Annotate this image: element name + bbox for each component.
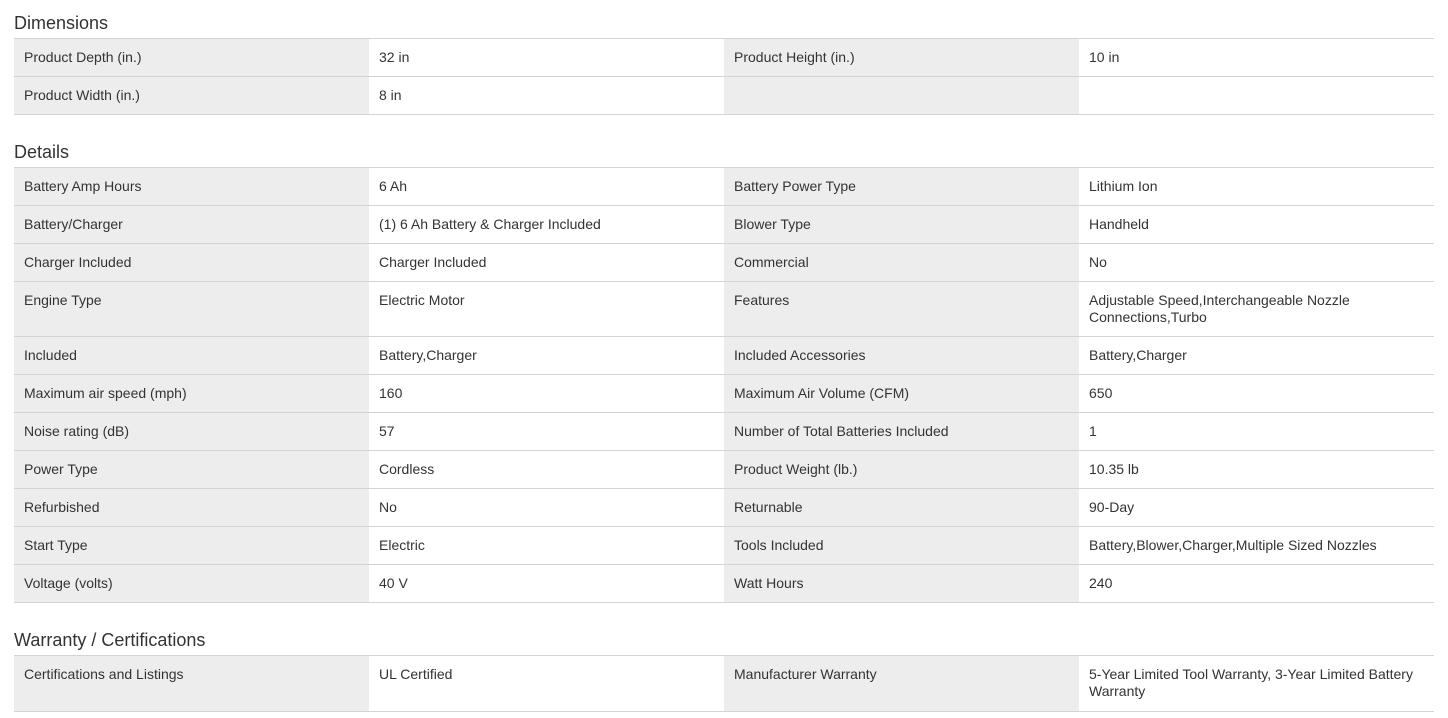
spec-value: 6 Ah: [369, 168, 724, 205]
spec-label: Maximum air speed (mph): [14, 375, 369, 412]
section-title-warranty: Warranty / Certifications: [14, 625, 1434, 656]
spec-value: UL Certified: [369, 656, 724, 711]
spec-value: 10 in: [1079, 39, 1434, 76]
spec-row: [14, 282, 1434, 337]
spec-value: No: [1079, 244, 1434, 281]
warranty-section: [14, 625, 1434, 712]
spec-label: Battery/Charger: [14, 206, 369, 243]
spec-value: 32 in: [369, 39, 724, 76]
spec-value: 57: [369, 413, 724, 450]
spec-row: [14, 77, 1434, 115]
spec-value: 10.35 lb: [1079, 451, 1434, 488]
spec-value: Battery,Blower,Charger,Multiple Sized Nozzles: [1079, 527, 1434, 564]
spec-row: [14, 413, 1434, 451]
spec-value: Charger Included: [369, 244, 724, 281]
spec-row: [14, 656, 1434, 712]
spec-label: Product Depth (in.): [14, 39, 369, 76]
spec-label: Battery Power Type: [724, 168, 1079, 205]
spec-value: Electric: [369, 527, 724, 564]
spec-row: [14, 168, 1434, 206]
spec-value: 90-Day: [1079, 489, 1434, 526]
spec-label: Maximum Air Volume (CFM): [724, 375, 1079, 412]
spec-label: Noise rating (dB): [14, 413, 369, 450]
spec-row: [14, 337, 1434, 375]
spec-label: Charger Included: [14, 244, 369, 281]
spec-value: Electric Motor: [369, 282, 724, 336]
spec-label: Product Height (in.): [724, 39, 1079, 76]
spec-value: Adjustable Speed,Interchangeable Nozzle Connections,Turbo: [1079, 282, 1434, 336]
spec-label: Battery Amp Hours: [14, 168, 369, 205]
spec-row: [14, 39, 1434, 77]
spec-row: [14, 565, 1434, 603]
spec-label: Number of Total Batteries Included: [724, 413, 1079, 450]
spec-row: [14, 489, 1434, 527]
spec-value-empty: [1079, 77, 1434, 114]
spec-label: Engine Type: [14, 282, 369, 336]
spec-label: Included: [14, 337, 369, 374]
spec-label: Commercial: [724, 244, 1079, 281]
spec-value: Battery,Charger: [1079, 337, 1434, 374]
spec-label: Watt Hours: [724, 565, 1079, 602]
spec-row: [14, 244, 1434, 282]
spec-row: [14, 451, 1434, 489]
spec-label: Power Type: [14, 451, 369, 488]
spec-value: 650: [1079, 375, 1434, 412]
spec-label: Voltage (volts): [14, 565, 369, 602]
spec-value: Lithium Ion: [1079, 168, 1434, 205]
spec-value: 40 V: [369, 565, 724, 602]
spec-label: Blower Type: [724, 206, 1079, 243]
spec-label: Returnable: [724, 489, 1079, 526]
spec-label: Product Weight (lb.): [724, 451, 1079, 488]
spec-label: Certifications and Listings: [14, 656, 369, 711]
spec-label: Included Accessories: [724, 337, 1079, 374]
dimensions-section: [14, 8, 1434, 115]
spec-label-empty: [724, 77, 1079, 114]
spec-label: Tools Included: [724, 527, 1079, 564]
spec-row: [14, 527, 1434, 565]
spec-value: 160: [369, 375, 724, 412]
spec-value: Cordless: [369, 451, 724, 488]
spec-row: [14, 206, 1434, 244]
spec-label: Features: [724, 282, 1079, 336]
spec-label: Manufacturer Warranty: [724, 656, 1079, 711]
details-section: [14, 137, 1434, 603]
spec-value: (1) 6 Ah Battery & Charger Included: [369, 206, 724, 243]
spec-value: 240: [1079, 565, 1434, 602]
spec-value: 8 in: [369, 77, 724, 114]
spec-value: 5-Year Limited Tool Warranty, 3-Year Limited Battery Warranty: [1079, 656, 1434, 711]
section-title-details: Details: [14, 137, 1434, 168]
spec-value: No: [369, 489, 724, 526]
spec-label: Product Width (in.): [14, 77, 369, 114]
spec-label: Refurbished: [14, 489, 369, 526]
spec-row: [14, 375, 1434, 413]
section-title-dimensions: Dimensions: [14, 8, 1434, 39]
spec-value: 1: [1079, 413, 1434, 450]
spec-label: Start Type: [14, 527, 369, 564]
spec-value: Battery,Charger: [369, 337, 724, 374]
spec-value: Handheld: [1079, 206, 1434, 243]
